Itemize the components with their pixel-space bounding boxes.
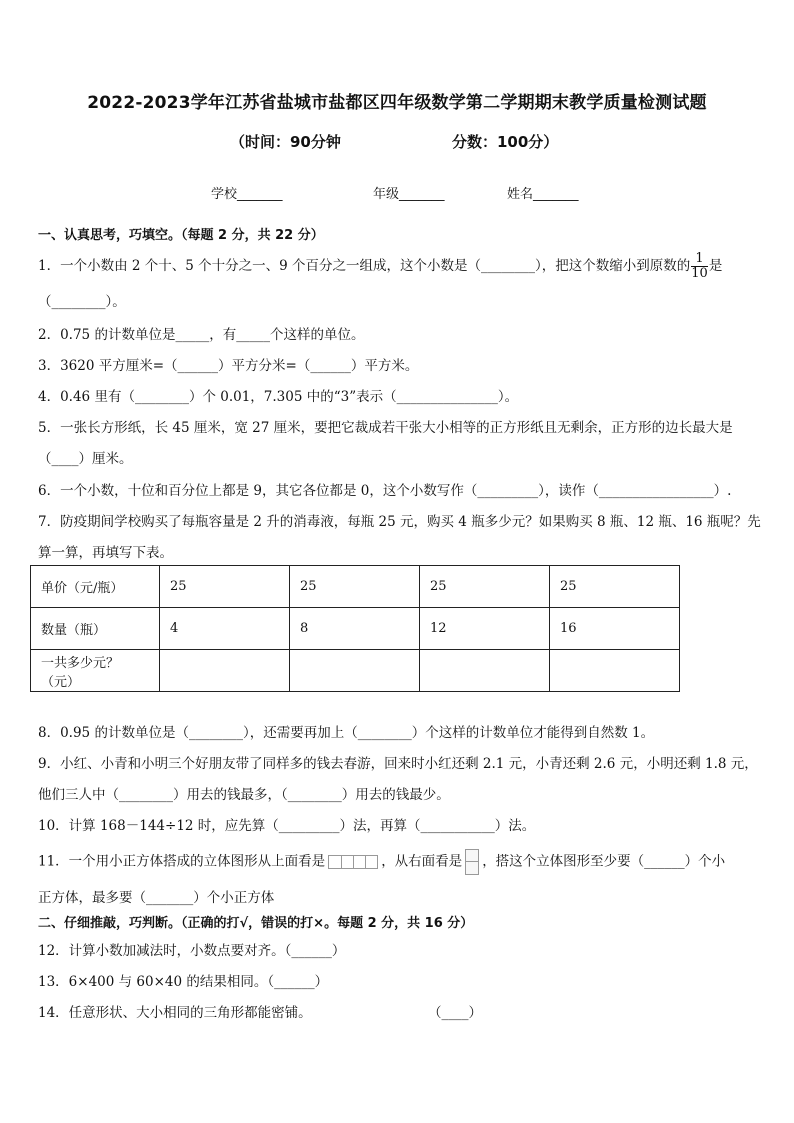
school-field[interactable]: 学校_______ [211, 187, 283, 202]
top-view-figure [328, 855, 378, 869]
table-cell: 25 [290, 566, 420, 608]
question-11-text: 11．一个用小正方体搭成的立体图形从上面看是 [38, 853, 326, 870]
answer-cell[interactable] [420, 650, 550, 692]
table-cell: 25 [160, 566, 290, 608]
table-cell-label: 一共多少元？（元） [31, 650, 160, 692]
table-cell: 16 [550, 608, 680, 650]
question-11-end[interactable]: ，搭这个立体图形至少要（______）个小 [482, 853, 726, 870]
question-1-answer[interactable]: （________）。 [38, 294, 126, 310]
table-cell: 12 [420, 608, 550, 650]
grade-field[interactable]: 年级_______ [373, 187, 445, 202]
name-field[interactable]: 姓名_______ [507, 187, 579, 202]
question-7: 7．防疫期间学校购买了每瓶容量是 2 升的消毒液，每瓶 25 元，购买 4 瓶多少元？如果购买 8 瓶、12 瓶、16 瓶呢？先 [38, 514, 761, 530]
question-10[interactable]: 10．计算 168－144÷12 时，应先算（_________）法，再算（___________）法。 [38, 818, 536, 834]
table-cell: 25 [420, 566, 550, 608]
question-8[interactable]: 8．0.95 的计数单位是（________），还需要再加上（________）个这样的计数单位才能得到自然数 1。 [38, 725, 655, 741]
question-14-answer[interactable]: （____） [428, 1005, 482, 1021]
fraction-numerator: 1 [691, 252, 708, 267]
section-2-heading: 二、仔细推敲，巧判断。（正确的打√，错误的打×。每题 2 分，共 16 分） [38, 916, 474, 931]
section-1-heading: 一、认真思考，巧填空。（每题 2 分，共 22 分） [38, 228, 324, 243]
exam-score: 分数：100分） [452, 133, 559, 151]
question-5-answer[interactable]: （____）厘米。 [38, 451, 133, 467]
question-1-suffix: 是 [708, 258, 723, 274]
question-14: 14．任意形状、大小相同的三角形都能密铺。 [38, 1005, 312, 1021]
table-cell: 4 [160, 608, 290, 650]
table-cell-label: 单价（元/瓶） [31, 566, 160, 608]
question-1-text: 1．一个小数由 2 个十、5 个十分之一、9 个百分之一组成，这个小数是（________），把这个数缩小到原数的 [38, 258, 691, 274]
fraction-denominator: 10 [691, 266, 708, 281]
table-row [31, 566, 680, 608]
question-11 [38, 849, 725, 875]
answer-cell[interactable] [160, 650, 290, 692]
question-6[interactable]: 6．一个小数，十位和百分位上都是 9，其它各位都是 0，这个小数写作（_________），读作（_________________）. [38, 483, 732, 499]
table-cell: 25 [550, 566, 680, 608]
question-11-answer[interactable]: 正方体，最多要（_______）个小正方体 [38, 890, 275, 906]
question-7-cont: 算一算，再填写下表。 [38, 545, 173, 561]
table-cell-label: 数量（瓶） [31, 608, 160, 650]
question-4[interactable]: 4．0.46 里有（________）个 0.01，7.305 中的“3”表示（_______________）。 [38, 389, 519, 405]
question-12[interactable]: 12．计算小数加减法时，小数点要对齐。（______） [38, 943, 346, 959]
table-row [31, 608, 680, 650]
answer-cell[interactable] [290, 650, 420, 692]
question-5: 5．一张长方形纸，长 45 厘米，宽 27 厘米，要把它裁成若干张大小相等的正方形纸且无剩余，正方形的边长最大是 [38, 420, 733, 436]
price-table [30, 565, 680, 692]
right-view-figure [465, 849, 479, 875]
page-title: 2022-2023学年江苏省盐城市盐都区四年级数学第二学期期末教学质量检测试题 [87, 93, 707, 113]
table-cell: 8 [290, 608, 420, 650]
question-13[interactable]: 13．6×400 与 60×40 的结果相同。（______） [38, 974, 329, 990]
question-3[interactable]: 3．3620 平方厘米=（______）平方分米=（______）平方米。 [38, 358, 419, 374]
fraction [691, 252, 708, 281]
table-row [31, 650, 680, 692]
question-2[interactable]: 2．0.75 的计数单位是_____，有_____个这样的单位。 [38, 327, 365, 343]
question-9-answer[interactable]: 他们三人中（________）用去的钱最多，（________）用去的钱最少。 [38, 787, 450, 803]
answer-cell[interactable] [550, 650, 680, 692]
question-1 [38, 252, 722, 281]
exam-time: （时间：90分钟 [230, 133, 341, 151]
question-11-mid: ，从右面看是 [381, 853, 463, 870]
question-9: 9．小红、小青和小明三个好朋友带了同样多的钱去春游，回来时小红还剩 2.1 元，小青还剩 2.6 元，小明还剩 1.8 元， [38, 756, 758, 772]
